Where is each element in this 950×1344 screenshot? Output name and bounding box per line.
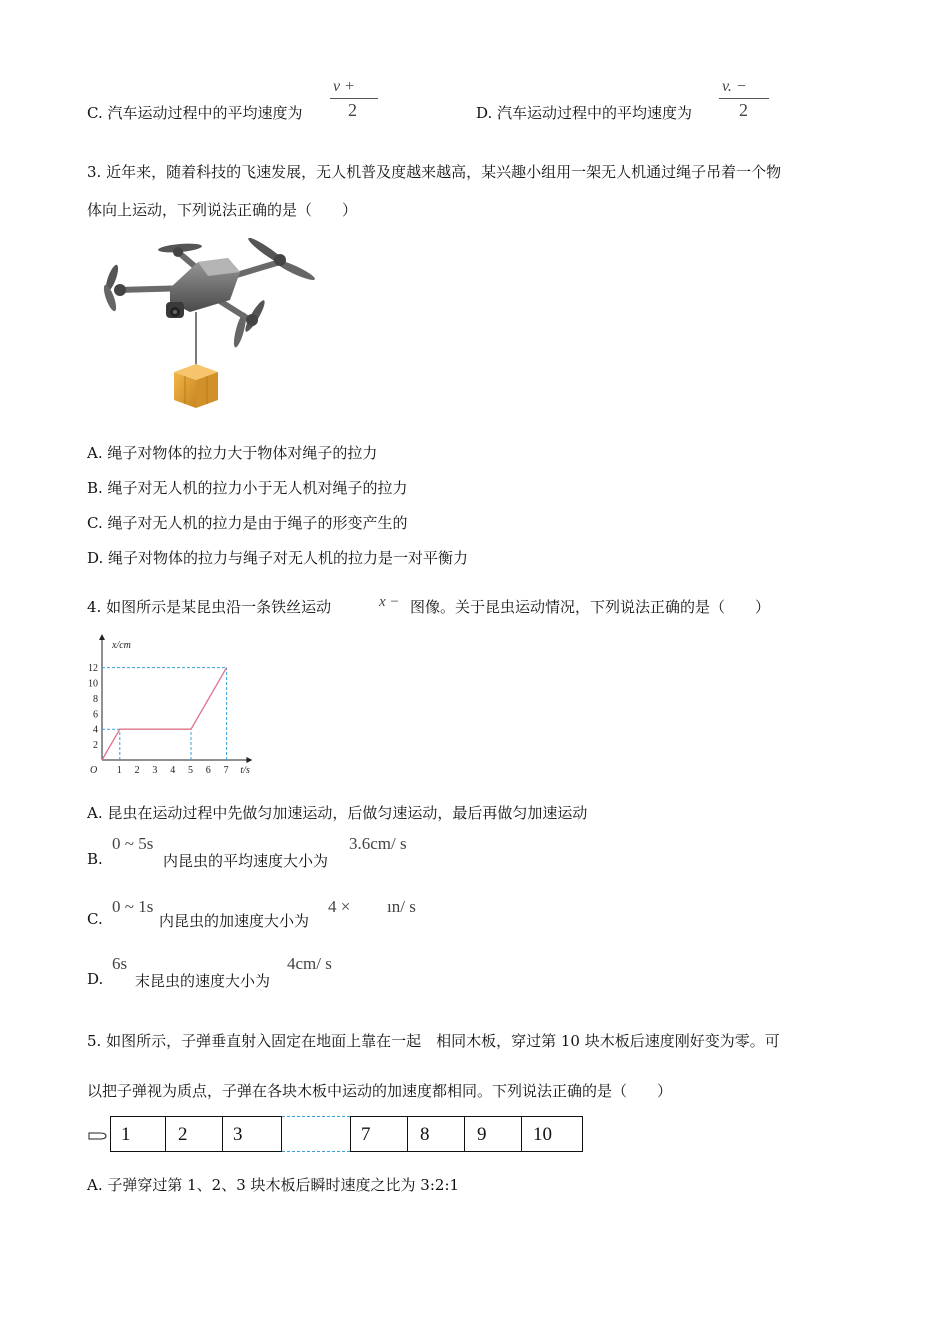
board (521, 1116, 583, 1152)
q2-option-d-letter: D. (476, 104, 493, 122)
board (110, 1116, 166, 1152)
q4-option-c-letter: C. (87, 910, 103, 928)
y-tick-label: 4 (93, 724, 98, 736)
omitted-boards-dashed (282, 1116, 350, 1152)
origin-label: O (90, 765, 98, 776)
q2-option-d-numerator: v. − (722, 78, 747, 95)
q4-option-b-range: 0 ~ 5s (112, 834, 154, 853)
x-axis-arrow (246, 757, 252, 763)
q5-stem-line-1: 5. 如图所示，子弹垂直射入固定在地面上靠在一起 相同木板，穿过第 10 块木板后速度刚好变为零。可 (87, 1032, 780, 1050)
q4-option-b-text: 内昆虫的平均速度大小为 (163, 852, 329, 870)
board (350, 1116, 408, 1152)
q4-stem-math: x − (379, 594, 400, 610)
board (165, 1116, 223, 1152)
board-label: 8 (420, 1124, 430, 1145)
xt-series-line (102, 668, 227, 760)
q2-option-c-numerator: v + (333, 78, 355, 95)
q2-option-d-text: 汽车运动过程中的平均速度为 (497, 104, 693, 122)
q3-option-d: D. 绳子对物体的拉力与绳子对无人机的拉力是一对平衡力 (87, 549, 469, 567)
q4-option-c-range: 0 ~ 1s (112, 897, 154, 916)
q3-option-b: B. 绳子对无人机的拉力小于无人机对绳子的拉力 (87, 479, 408, 497)
q5-option-a: A. 子弹穿过第 1、2、3 块木板后瞬时速度之比为 3:2:1 (87, 1176, 460, 1194)
q2-option-d-fraction-bar (719, 98, 769, 99)
board (464, 1116, 522, 1152)
y-axis-label: x/cm (112, 640, 131, 651)
q3-stem-line-1: 3. 近年来，随着科技的飞速发展，无人机普及度越来越高，某兴趣小组用一架无人机通过绳子吊着一个物 (87, 163, 782, 181)
y-tick-label: 2 (93, 740, 98, 752)
y-tick-label: 12 (88, 663, 98, 675)
board (222, 1116, 282, 1152)
x-tick-label: 3 (152, 765, 158, 776)
q4-stem-b: 图像。关于昆虫运动情况，下列说法正确的是（ ） (410, 598, 771, 616)
y-tick-label: 6 (93, 709, 98, 721)
q4-option-b-value: 3.6cm/ s (349, 834, 407, 853)
board-label: 1 (121, 1124, 131, 1145)
q4-option-d-value: 4cm/ s (287, 954, 332, 973)
x-tick-label: 7 (223, 765, 229, 776)
drone-illustration (90, 230, 330, 410)
q3-option-c: C. 绳子对无人机的拉力是由于绳子的形变产生的 (87, 514, 408, 532)
xt-graph (88, 632, 263, 780)
q5-stem-line-2: 以把子弹视为质点，子弹在各块木板中运动的加速度都相同。下列说法正确的是（ ） (87, 1082, 673, 1100)
q4-option-c-text: 内昆虫的加速度大小为 (159, 912, 310, 930)
x-tick-label: 5 (188, 765, 193, 776)
q2-option-c-denominator: 2 (348, 100, 357, 120)
q3-stem-line-2: 体向上运动，下列说法正确的是（ ） (87, 201, 358, 219)
q4-option-d-range: 6s (112, 954, 128, 973)
q4-option-c-value: 4 × (328, 897, 351, 916)
board-label: 7 (361, 1124, 371, 1145)
q4-option-d-text: 末昆虫的速度大小为 (135, 972, 271, 990)
board-label: 9 (477, 1124, 487, 1145)
board-label: 2 (178, 1124, 188, 1145)
x-axis-label: t/s (240, 765, 250, 776)
x-tick-label: 2 (134, 765, 140, 776)
y-axis-arrow (99, 634, 105, 640)
q4-option-d-letter: D. (87, 970, 104, 988)
bullet-icon (88, 1130, 108, 1142)
wood-boards (110, 1116, 584, 1154)
q4-option-a: A. 昆虫在运动过程中先做匀加速运动，后做匀速运动，最后再做匀加速运动 (87, 804, 588, 822)
x-tick-label: 1 (116, 765, 122, 776)
y-tick-label: 8 (93, 693, 98, 705)
board-label: 10 (533, 1124, 552, 1145)
x-tick-label: 4 (170, 765, 176, 776)
x-tick-label: 6 (205, 765, 211, 776)
q2-option-c (87, 102, 303, 123)
board (407, 1116, 465, 1152)
q4-stem-a: 4. 如图所示是某昆虫沿一条铁丝运动 (87, 598, 332, 616)
q2-option-c-text: 汽车运动过程中的平均速度为 (107, 104, 303, 122)
q3-option-a: A. 绳子对物体的拉力大于物体对绳子的拉力 (87, 444, 378, 462)
q2-option-d-denominator: 2 (739, 100, 748, 120)
q4-option-b-letter: B. (87, 850, 103, 868)
board-label: 3 (233, 1124, 243, 1145)
q2-option-c-letter: C. (87, 104, 103, 122)
q2-option-c-fraction-bar (330, 98, 378, 99)
q2-option-d (476, 102, 692, 123)
q4-option-c-unit: ın/ s (387, 897, 416, 916)
y-tick-label: 10 (88, 678, 98, 690)
